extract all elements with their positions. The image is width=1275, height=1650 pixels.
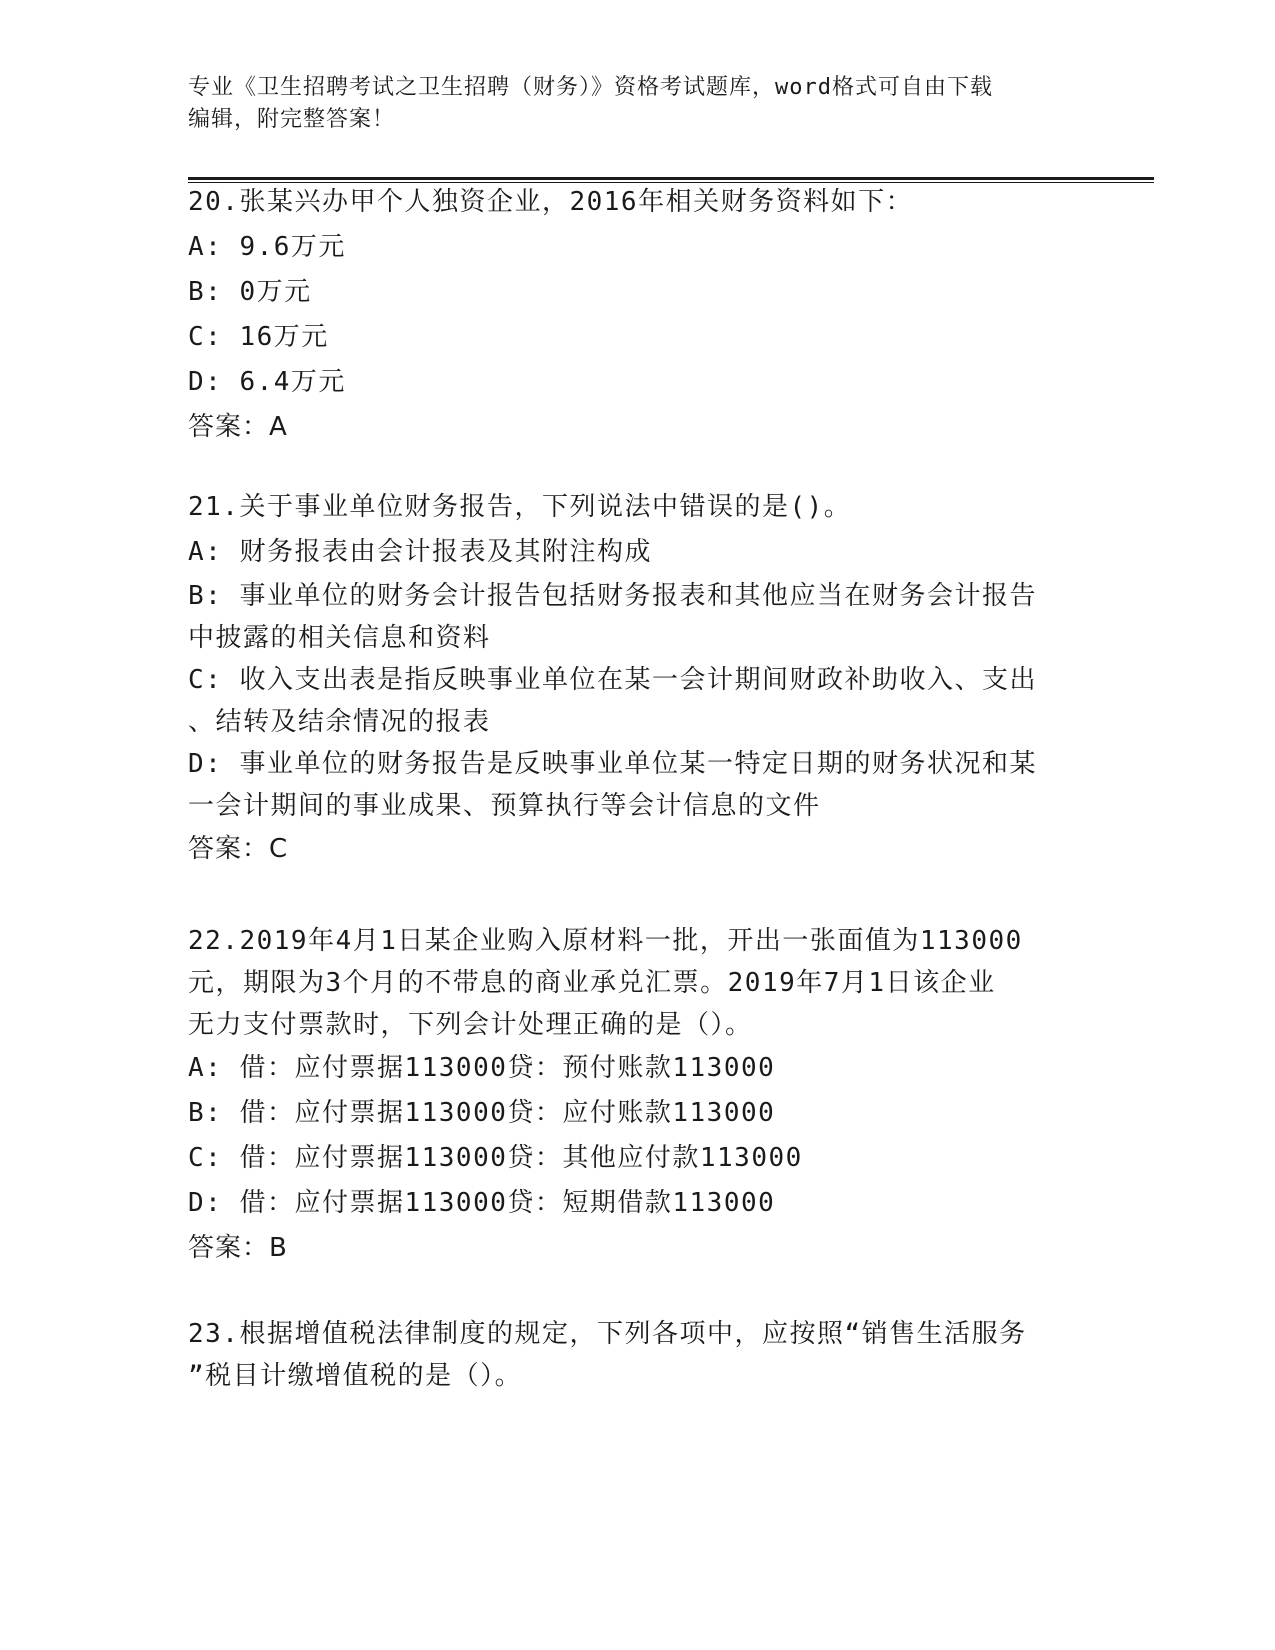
question-stem-line-2: ”税目计缴增值税的是（）。	[188, 1361, 523, 1391]
answer-label: 答案：B	[188, 1233, 288, 1263]
option-d-line-1: D: 事业单位的财务报告是反映事业单位某一特定日期的财务状况和某	[188, 749, 1037, 779]
option-a: A: 9.6万元	[188, 232, 346, 262]
option-d-line-2: 一会计期间的事业成果、预算执行等会计信息的文件	[188, 791, 821, 821]
question-23	[188, 1313, 1088, 1397]
option-b: B: 借：应付票据113000贷：应付账款113000	[188, 1098, 776, 1128]
question-stem-line-2: 元，期限为3个月的不带息的商业承兑汇票。2019年7月1日该企业	[188, 968, 996, 998]
header-line-2: 编辑，附完整答案！	[188, 107, 396, 132]
document-header	[188, 72, 1088, 136]
question-stem-line-3: 无力支付票款时，下列会计处理正确的是（）。	[188, 1010, 753, 1040]
option-b-line-2: 中披露的相关信息和资料	[188, 623, 491, 653]
question-stem: 20.张某兴办甲个人独资企业，2016年相关财务资料如下：	[188, 187, 914, 217]
header-line-1: 专业《卫生招聘考试之卫生招聘（财务）》资格考试题库，word格式可自由下载	[188, 75, 993, 100]
option-b: B: 0万元	[188, 277, 312, 307]
option-a: A: 借：应付票据113000贷：预付账款113000	[188, 1053, 776, 1083]
option-d: D: 借：应付票据113000贷：短期借款113000	[188, 1188, 776, 1218]
question-22	[188, 920, 1088, 1271]
answer-label: 答案：C	[188, 834, 289, 864]
option-c-line-1: C: 收入支出表是指反映事业单位在某一会计期间财政补助收入、支出	[188, 665, 1037, 695]
question-20	[188, 180, 1088, 450]
option-c-line-2: 、结转及结余情况的报表	[188, 707, 491, 737]
option-c: C: 16万元	[188, 322, 329, 352]
option-b-line-1: B: 事业单位的财务会计报告包括财务报表和其他应当在财务会计报告	[188, 581, 1037, 611]
question-stem: 21.关于事业单位财务报告，下列说法中错误的是()。	[188, 492, 852, 522]
question-21	[188, 485, 1088, 872]
option-d: D: 6.4万元	[188, 367, 346, 397]
option-a: A: 财务报表由会计报表及其附注构成	[188, 537, 652, 567]
question-stem-line-1: 23.根据增值税法律制度的规定，下列各项中，应按照“销售生活服务	[188, 1319, 1027, 1349]
answer-label: 答案：A	[188, 412, 288, 442]
question-stem-line-1: 22.2019年4月1日某企业购入原材料一批，开出一张面值为113000	[188, 926, 1023, 956]
option-c: C: 借：应付票据113000贷：其他应付款113000	[188, 1143, 803, 1173]
